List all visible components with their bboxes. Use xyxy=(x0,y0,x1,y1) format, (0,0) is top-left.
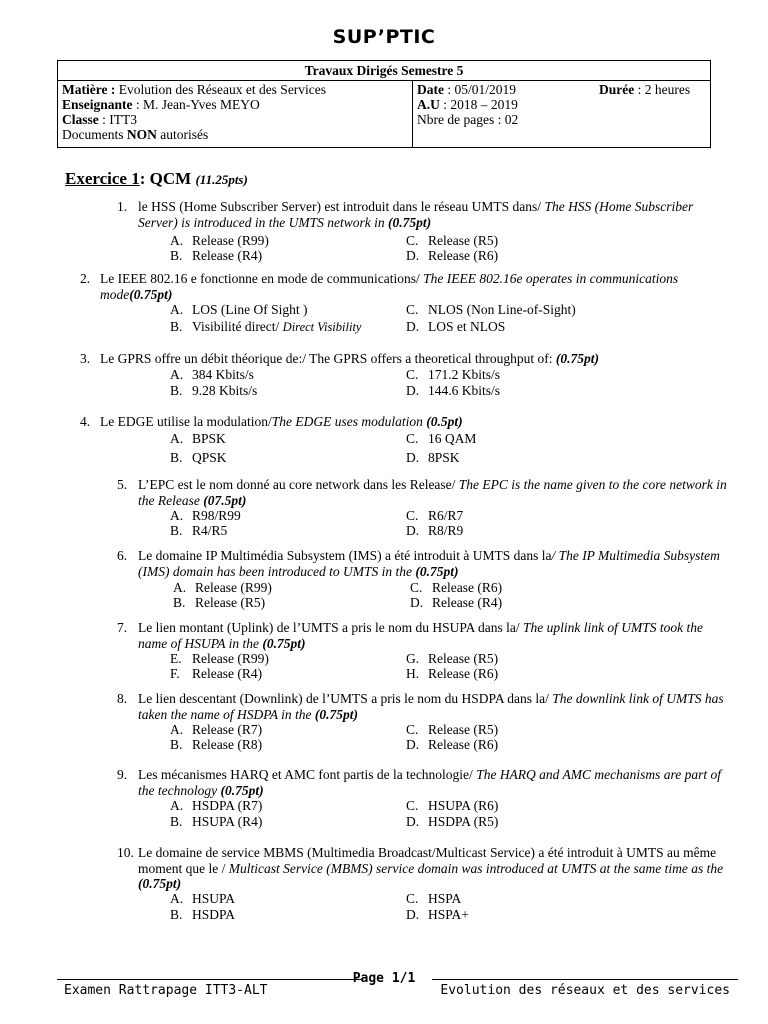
question-9-option-b xyxy=(170,814,262,830)
option-letter: B. xyxy=(170,523,183,538)
option-letter: A. xyxy=(170,233,184,248)
matiere-value: Evolution des Réseaux et des Services xyxy=(115,82,327,97)
question-number: 7. xyxy=(117,620,128,635)
question-4-option-a xyxy=(170,431,226,447)
question-number: 9. xyxy=(117,767,128,782)
question-2-option-a xyxy=(170,302,308,318)
option-letter: B. xyxy=(170,319,183,334)
option-text: R6/R7 xyxy=(428,508,464,523)
footer-right: Evolution des réseaux et des services xyxy=(440,983,730,998)
exercise-points: (11.25pts) xyxy=(195,172,248,187)
question-1-option-b xyxy=(170,248,262,264)
question-text xyxy=(138,477,728,508)
date-label: Date xyxy=(417,82,444,97)
classe-label: Classe xyxy=(62,112,99,127)
question-text-en: The IEEE 802.16e operates in communications mode xyxy=(100,271,679,302)
enseignante-line xyxy=(62,97,408,112)
pages-line: Nbre de pages : 02 xyxy=(417,112,519,127)
question-1-option-c xyxy=(406,233,498,249)
exercise-number: Exercice 1 xyxy=(65,169,140,188)
question-text-en: The downlink link of UMTS has taken the name of HSDPA in the xyxy=(138,691,724,722)
question-1-option-d xyxy=(406,248,498,264)
option-letter: C. xyxy=(406,431,419,446)
option-text: Release (R6) xyxy=(432,580,503,595)
option-letter: B. xyxy=(170,383,183,398)
option-text: Release (R99) xyxy=(195,580,272,595)
question-2-option-d xyxy=(406,319,505,335)
option-text: 171.2 Kbits/s xyxy=(428,367,501,382)
documents-line xyxy=(62,127,408,142)
option-letter: A. xyxy=(170,891,184,906)
option-letter: C. xyxy=(406,891,419,906)
option-text: HSUPA (R6) xyxy=(428,798,499,813)
option-letter: E. xyxy=(170,651,182,666)
question-10-option-d xyxy=(406,907,469,923)
question-text-fr: le HSS (Home Subscriber Server) est introduit dans le réseau UMTS dans/ xyxy=(138,199,545,214)
question-9-option-d xyxy=(406,814,498,830)
option-letter: B. xyxy=(170,737,183,752)
option-text: Visibilité direct/ xyxy=(192,319,283,334)
option-letter: A. xyxy=(170,508,184,523)
option-letter: D. xyxy=(406,383,420,398)
option-letter: D. xyxy=(406,248,420,263)
question-6-option-a xyxy=(173,580,272,596)
option-letter: D. xyxy=(406,523,420,538)
question-number: 4. xyxy=(80,414,91,429)
question-text xyxy=(138,620,732,651)
question-text xyxy=(100,271,726,302)
question-text-fr: Le lien montant (Uplink) de l’UMTS a pris le nom du HSUPA dans la/ xyxy=(138,620,523,635)
question-5 xyxy=(117,477,728,508)
question-text-en: The uplink link of UMTS took the name of HSUPA in the xyxy=(138,620,703,651)
option-letter: B. xyxy=(170,248,183,263)
option-text: Release (R99) xyxy=(192,651,269,666)
option-letter: B. xyxy=(173,595,186,610)
question-7-option-g xyxy=(406,651,498,667)
exercise-title xyxy=(65,169,248,189)
question-4-option-c xyxy=(406,431,476,447)
option-letter: C. xyxy=(406,798,419,813)
question-2 xyxy=(80,271,726,302)
option-text: HSDPA xyxy=(192,907,236,922)
option-text: LOS et NLOS xyxy=(428,319,506,334)
option-letter: A. xyxy=(170,431,184,446)
option-letter: D. xyxy=(410,595,424,610)
option-text: Release (R6) xyxy=(428,248,499,263)
question-9-option-a xyxy=(170,798,262,814)
question-points: (0.75pt) xyxy=(129,286,173,302)
option-letter: A. xyxy=(170,722,184,737)
question-text-fr: Le IEEE 802.16 e fonctionne en mode de communications/ xyxy=(100,271,424,286)
question-points: (07.5pt) xyxy=(203,492,247,508)
option-letter: C. xyxy=(406,508,419,523)
footer-left: Examen Rattrapage ITT3-ALT xyxy=(64,983,268,998)
option-text: Release (R4) xyxy=(192,248,263,263)
question-text-en: / The IP Multimedia Subsystem (IMS) domain has been introduced to UMTS in the xyxy=(138,548,720,579)
question-text xyxy=(138,548,732,579)
page-number: Page 1/1 xyxy=(352,971,416,986)
question-points: (0.75pt) xyxy=(415,563,459,579)
question-7-option-e xyxy=(170,651,269,667)
question-text xyxy=(138,691,732,722)
question-4-option-b xyxy=(170,450,227,466)
option-text: 384 Kbits/s xyxy=(192,367,254,382)
question-number: 2. xyxy=(80,271,91,286)
option-text: Release (R8) xyxy=(192,737,263,752)
option-letter: D. xyxy=(406,737,420,752)
question-text-fr: Le GPRS offre un débit théorique de:/ The GPRS offers a theoretical throughput of: xyxy=(100,351,556,366)
option-letter: B. xyxy=(170,907,183,922)
matiere-line xyxy=(62,82,408,97)
question-text-en: The HSS (Home Subscriber Server) is introduced in the UMTS network in xyxy=(138,199,694,230)
question-2-option-b xyxy=(170,319,361,335)
question-2-option-c xyxy=(406,302,576,318)
au-label: A.U xyxy=(417,97,440,112)
exam-header-table xyxy=(57,60,711,148)
question-text xyxy=(100,351,726,367)
question-8-option-a xyxy=(170,722,262,738)
option-text: R4/R5 xyxy=(192,523,228,538)
au-line xyxy=(417,97,706,112)
question-text-fr: Les mécanismes HARQ et AMC font partis de la technologie/ xyxy=(138,767,477,782)
option-text: HSUPA (R4) xyxy=(192,814,263,829)
question-points: (0.75pt) xyxy=(262,635,306,651)
option-text: Release (R5) xyxy=(428,233,499,248)
option-text: Release (R5) xyxy=(195,595,266,610)
question-9-option-c xyxy=(406,798,498,814)
question-10-option-a xyxy=(170,891,235,907)
question-7 xyxy=(117,620,732,651)
question-text xyxy=(138,845,728,892)
date-line xyxy=(417,82,706,97)
option-text: HSPA xyxy=(428,891,462,906)
question-points: (0.75pt) xyxy=(387,214,432,230)
enseignante-value: : M. Jean-Yves MEYO xyxy=(132,97,260,112)
date-value: : 05/01/2019 xyxy=(444,82,517,97)
question-8-option-d xyxy=(406,737,498,753)
question-text-fr: Le domaine de service MBMS (Multimedia Broadcast/Multicast Service) a été introduit à UMTS au même moment que le / xyxy=(138,845,717,876)
option-text: LOS (Line Of Sight ) xyxy=(192,302,308,317)
question-number: 3. xyxy=(80,351,91,366)
option-letter: G. xyxy=(406,651,420,666)
question-text-fr: Le lien descentant (Downlink) de l’UMTS a pris le nom du HSDPA dans la/ xyxy=(138,691,553,706)
question-8-option-c xyxy=(406,722,498,738)
question-text-en: The EDGE uses modulation xyxy=(271,414,427,429)
question-number: 5. xyxy=(117,477,128,492)
question-3-option-b xyxy=(170,383,257,399)
question-6-option-c xyxy=(410,580,502,596)
option-text: BPSK xyxy=(192,431,226,446)
question-10-option-b xyxy=(170,907,235,923)
question-8-option-b xyxy=(170,737,262,753)
question-number: 8. xyxy=(117,691,128,706)
question-10-option-c xyxy=(406,891,461,907)
question-points: (0.5pt) xyxy=(426,414,463,429)
au-value: : 2018 – 2019 xyxy=(439,97,518,112)
option-letter: C. xyxy=(406,302,419,317)
question-text xyxy=(100,414,726,430)
header-title: Travaux Dirigés Semestre 5 xyxy=(58,61,711,81)
option-letter: D. xyxy=(406,319,420,334)
option-text: 144.6 Kbits/s xyxy=(428,383,501,398)
question-3-option-d xyxy=(406,383,500,399)
option-text: Release (R6) xyxy=(428,737,499,752)
question-3 xyxy=(80,351,726,367)
option-text: QPSK xyxy=(192,450,227,465)
question-10 xyxy=(117,845,728,892)
option-text: HSPA+ xyxy=(428,907,469,922)
exercise-subtitle: : QCM xyxy=(139,169,196,188)
option-text: Release (R99) xyxy=(192,233,269,248)
question-text-en: The EPC is the name given to the core network in the Release xyxy=(138,477,727,508)
duree-value: : 2 heures xyxy=(634,82,691,97)
option-text: Release (R6) xyxy=(428,666,499,681)
matiere-label: Matière : xyxy=(62,82,116,97)
option-text: Release (R5) xyxy=(428,651,499,666)
option-text: 8PSK xyxy=(428,450,460,465)
question-points: (0.75pt) xyxy=(220,782,264,798)
documents-post: autorisés xyxy=(156,127,209,142)
option-letter: C. xyxy=(406,722,419,737)
option-letter: C. xyxy=(406,367,419,382)
option-text: R98/R99 xyxy=(192,508,241,523)
option-text: Release (R4) xyxy=(432,595,503,610)
option-text: HSDPA (R7) xyxy=(192,798,263,813)
option-letter: H. xyxy=(406,666,420,681)
option-text-en: Direct Visibility xyxy=(282,320,362,334)
enseignante-label: Enseignante xyxy=(62,97,133,112)
classe-value: : ITT3 xyxy=(98,112,137,127)
question-text-fr: Le domaine IP Multimédia Subsystem (IMS) a été introduit à UMTS dans la xyxy=(138,548,552,563)
option-letter: D. xyxy=(406,907,420,922)
question-text xyxy=(138,199,728,230)
question-6-option-d xyxy=(410,595,502,611)
option-letter: D. xyxy=(406,814,420,829)
question-points: (0.75pt) xyxy=(314,706,358,722)
question-1 xyxy=(117,199,728,230)
option-text: 9.28 Kbits/s xyxy=(192,383,258,398)
option-text: 16 QAM xyxy=(428,431,477,446)
option-letter: A. xyxy=(173,580,187,595)
option-text: HSUPA xyxy=(192,891,236,906)
option-text: Release (R4) xyxy=(192,666,263,681)
school-logo: SUP’PTIC xyxy=(332,26,436,48)
header-right-cell xyxy=(413,81,711,148)
option-letter: D. xyxy=(406,450,420,465)
duree-label: Durée xyxy=(599,82,635,97)
option-letter: A. xyxy=(170,302,184,317)
documents-pre: Documents xyxy=(62,127,127,142)
question-7-option-h xyxy=(406,666,498,682)
option-letter: C. xyxy=(406,233,419,248)
option-letter: F. xyxy=(170,666,180,681)
option-letter: B. xyxy=(170,814,183,829)
question-points: (0.75pt) xyxy=(555,351,600,366)
question-3-option-a xyxy=(170,367,254,383)
question-5-option-b xyxy=(170,523,227,539)
option-text: NLOS (Non Line-of-Sight) xyxy=(428,302,576,317)
option-letter: C. xyxy=(410,580,423,595)
question-5-option-c xyxy=(406,508,463,524)
option-text: Release (R5) xyxy=(428,722,499,737)
question-6 xyxy=(117,548,732,579)
option-letter: A. xyxy=(170,798,184,813)
option-text: R8/R9 xyxy=(428,523,464,538)
header-left-cell xyxy=(58,81,413,148)
question-4-option-d xyxy=(406,450,460,466)
question-5-option-d xyxy=(406,523,463,539)
question-9 xyxy=(117,767,728,798)
question-5-option-a xyxy=(170,508,241,524)
duree xyxy=(599,82,690,97)
question-3-option-c xyxy=(406,367,500,383)
classe-line xyxy=(62,112,408,127)
option-text: Release (R7) xyxy=(192,722,263,737)
question-number: 1. xyxy=(117,199,128,214)
question-number: 10. xyxy=(117,845,134,860)
question-text-en: The HARQ and AMC mechanisms are part of the technology xyxy=(138,767,722,798)
question-4 xyxy=(80,414,726,430)
option-letter: A. xyxy=(170,367,184,382)
question-8 xyxy=(117,691,732,722)
question-6-option-b xyxy=(173,595,265,611)
question-number: 6. xyxy=(117,548,128,563)
question-1-option-a xyxy=(170,233,269,249)
question-7-option-f xyxy=(170,666,262,682)
question-points: (0.75pt) xyxy=(138,876,182,891)
option-text: HSDPA (R5) xyxy=(428,814,499,829)
question-text-fr: Le EDGE utilise la modulation/ xyxy=(100,414,272,429)
question-text xyxy=(138,767,728,798)
question-text-en: Multicast Service (MBMS) service domain was introduced at UMTS at the same time as the xyxy=(228,860,724,876)
question-text-fr: L’EPC est le nom donné au core network dans les Release/ xyxy=(138,477,459,492)
documents-non: NON xyxy=(126,127,157,142)
option-letter: B. xyxy=(170,450,183,465)
